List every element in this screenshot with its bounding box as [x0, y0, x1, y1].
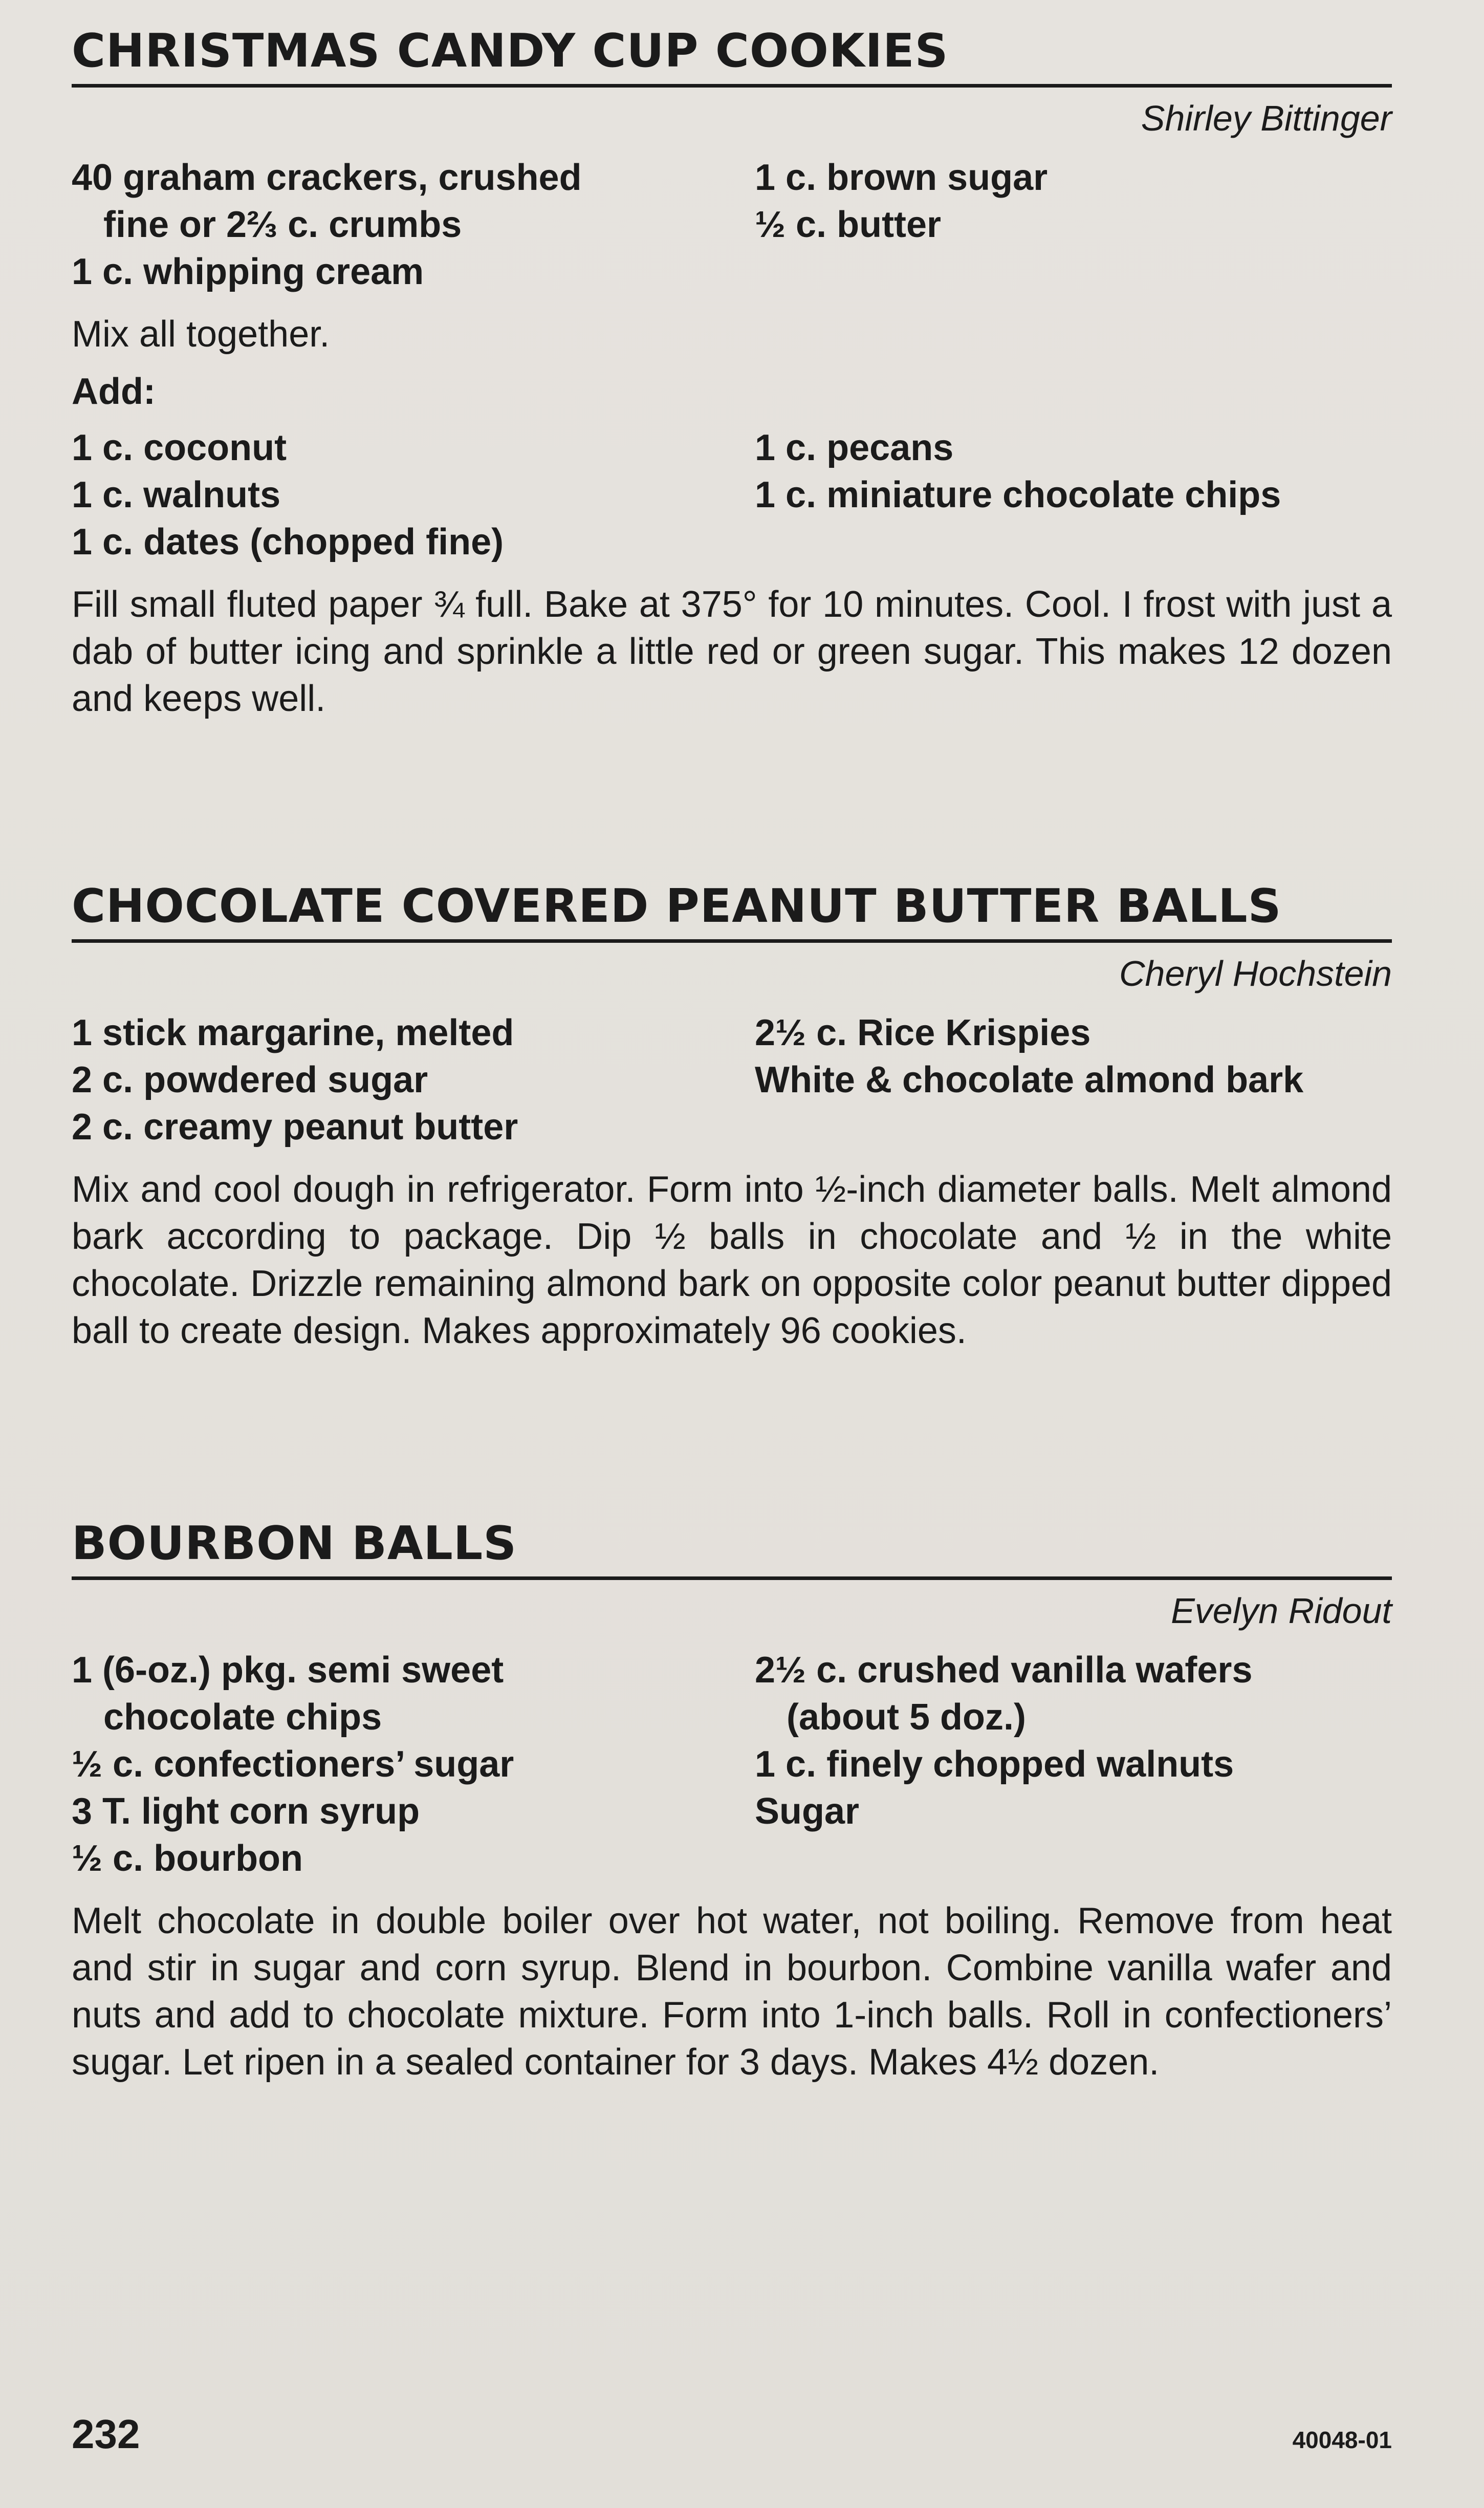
ingredient-column-right	[755, 1647, 1392, 1882]
ingredient-item: ½ c. confectioners’ sugar	[72, 1744, 514, 1785]
ingredient-item: ½ c. bourbon	[72, 1838, 303, 1879]
recipe-author: Cheryl Hochstein	[1119, 954, 1392, 993]
ingredient-item: (about 5 doz.)	[776, 1697, 1026, 1738]
ingredient-list-additional	[72, 424, 1392, 566]
ingredient-item: 1 c. miniature chocolate chips	[755, 474, 1281, 515]
ingredient-item: ½ c. butter	[755, 204, 942, 245]
ingredient-item: 1 c. finely chopped walnuts	[755, 1744, 1234, 1785]
ingredient-item: 2 c. creamy peanut butter	[72, 1107, 518, 1148]
ingredient-item: 1 c. whipping cream	[72, 251, 424, 292]
print-code: 40048-01	[1292, 2427, 1392, 2453]
recipe-author: Evelyn Ridout	[1171, 1591, 1392, 1631]
ingredient-item: 1 c. coconut	[72, 427, 287, 468]
recipe-author: Shirley Bittinger	[1141, 98, 1392, 138]
ingredient-item: 2 c. powdered sugar	[72, 1060, 428, 1100]
ingredient-column-right	[755, 424, 1392, 566]
recipe-christmas-candy-cup-cookies	[72, 20, 1392, 722]
page-content	[72, 20, 1392, 2086]
ingredient-item: 1 c. pecans	[755, 427, 954, 468]
ingredient-column-left	[72, 154, 755, 295]
ingredient-column-left	[72, 424, 755, 566]
ingredient-list	[72, 154, 1392, 295]
recipe-instructions: Fill small fluted paper ¾ full. Bake at 375° for 10 minutes. Cool. I frost with just a dab of butter icing and sprinkle a little red or green sugar. This makes 12 dozen and keeps well.	[72, 584, 1392, 719]
ingredient-column-left	[72, 1647, 755, 1882]
recipe-instructions: Mix and cool dough in refrigerator. Form into ½-inch diameter balls. Melt almond bark according to package. Dip ½ balls in chocolate and ½ in the white chocolate. Drizzle remaining almond bark on opposite color peanut butter dipped ball to create design. Makes approximately 96 cookies.	[72, 1169, 1392, 1351]
ingredient-item: 1 stick margarine, melted	[72, 1012, 514, 1053]
ingredient-item: 1 c. brown sugar	[755, 157, 1048, 198]
recipe-title: CHOCOLATE COVERED PEANUT BUTTER BALLS	[72, 876, 1392, 943]
ingredient-item: fine or 2⅔ c. crumbs	[93, 204, 462, 245]
ingredient-list	[72, 1647, 1392, 1882]
ingredient-item: 3 T. light corn syrup	[72, 1791, 420, 1832]
ingredient-item: Sugar	[755, 1791, 860, 1832]
ingredient-item: 40 graham crackers, crushed	[72, 157, 582, 198]
page-number: 232	[72, 2411, 140, 2457]
recipe-title: CHRISTMAS CANDY CUP COOKIES	[72, 20, 1392, 88]
recipe-instructions: Mix all together.	[72, 314, 330, 355]
ingredient-item: 1 (6-oz.) pkg. semi sweet	[72, 1650, 504, 1691]
ingredient-item: 2½ c. crushed vanilla wafers	[755, 1650, 1253, 1691]
recipe-instructions: Melt chocolate in double boiler over hot water, not boiling. Remove from heat and stir in sugar and corn syrup. Blend in bourbon. Combine vanilla wafer and nuts and add to chocolate mixture. Form into 1-inch balls. Roll in confectioners’ sugar. Let ripen in a sealed container for 3 days. Makes 4½ dozen.	[72, 1900, 1392, 2083]
recipe-bourbon-balls	[72, 1513, 1392, 2086]
ingredient-item: 1 c. dates (chopped fine)	[72, 522, 504, 563]
ingredient-column-left	[72, 1009, 755, 1151]
ingredient-item: 1 c. walnuts	[72, 474, 281, 515]
ingredient-item: White & chocolate almond bark	[755, 1060, 1304, 1100]
recipe-title: BOURBON BALLS	[72, 1513, 1392, 1580]
ingredient-item: chocolate chips	[93, 1697, 382, 1738]
ingredient-column-right	[755, 1009, 1392, 1151]
recipe-subheading: Add:	[72, 371, 156, 412]
ingredient-item: 2½ c. Rice Krispies	[755, 1012, 1091, 1053]
ingredient-list	[72, 1009, 1392, 1151]
recipe-chocolate-covered-peanut-butter-balls	[72, 876, 1392, 1354]
ingredient-column-right	[755, 154, 1392, 295]
